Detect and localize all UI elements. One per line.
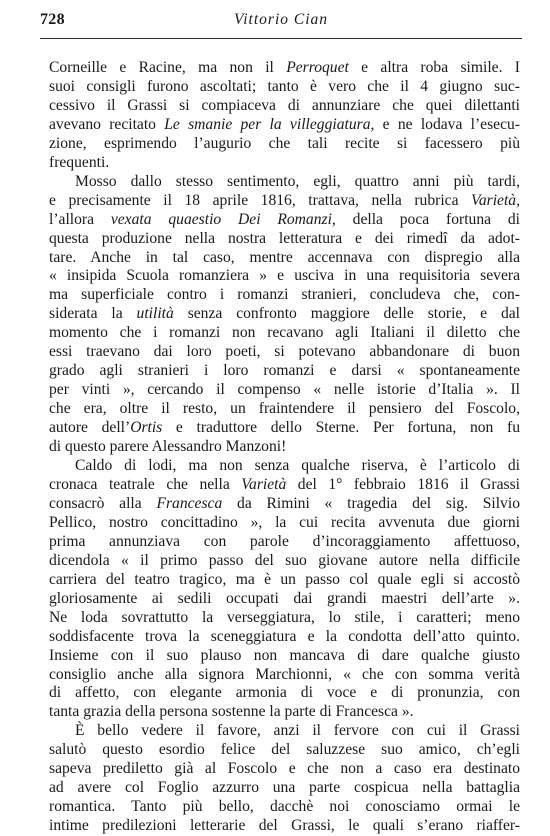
text-line: « insipida Scuola romanziera » e usciva in una requisitoria severa (49, 267, 520, 285)
text-line: tanta grazia della persona sostenne la parte di Francesca ». (49, 703, 414, 721)
text-line: Insieme con il suo plauso non mancava di dare qualche giusto (49, 646, 520, 664)
text-line: momento che i romanzi non recavano agli Italiani il diletto che (49, 324, 520, 342)
italic-text: Varietà, (471, 191, 520, 209)
text-line: ma superficiale contro i romanzi stranieri, concludeva che, con- (49, 286, 520, 304)
italic-text: Varietà (241, 475, 287, 493)
text-line: per vinti », cercando il compenso « nelle istorie d’Italia ». Il (49, 381, 520, 399)
text-line: cessivo il Grassi si compiaceva di annunziare che quei dilettanti (49, 96, 520, 114)
text-line: È bello vedere il favore, anzi il fervore con cui il Grassi (75, 722, 520, 740)
text-line: gloriosamente ai sedili occupati dai grandi maestri dell’arte ». (49, 589, 520, 607)
text-line: Mosso dallo stesso sentimento, egli, quattro anni più tardi, (75, 172, 520, 190)
header-rule (40, 38, 522, 39)
italic-text: Ortis (130, 419, 163, 437)
paragraph (49, 173, 520, 457)
text-line: prima annunziava con parole d’incoraggiamento affettuoso, (49, 532, 520, 550)
paragraph (49, 59, 520, 173)
italic-text: vexata quaestio Dei Romanzi, (110, 210, 336, 228)
italic-text: Perroquet (286, 59, 349, 76)
running-head (40, 11, 522, 35)
text-line: siderata la utilità senza confronto maggiore delle storie, e dal (49, 305, 520, 323)
italic-text: utilità (136, 305, 174, 323)
text-line: di questo parere Alessandro Manzoni! (49, 438, 287, 456)
paragraph (49, 457, 520, 722)
text-line: essi traevano dai loro poeti, si potevano abbandonare di buon (49, 343, 520, 361)
body-text (49, 59, 520, 836)
text-line: questa produzione nella nostra letteratura e dei rimedî da adot- (49, 229, 520, 247)
text-line: frequenti. (49, 153, 110, 171)
paragraph (49, 722, 520, 836)
text-line: soddisfacente trova la sceneggiatura e la condotta dell’atto quinto. (49, 627, 520, 645)
italic-text: Le smanie per la villeggiatura, (164, 115, 375, 133)
page-number: 728 (40, 11, 65, 28)
text-line: intime predilezioni letterarie del Grassi, le quali s’erano riaffer- (49, 817, 520, 835)
text-line: che era, oltre il resto, un fraintendere il pensiero del Foscolo, (49, 400, 520, 418)
text-line: l’allora vexata quaestio Dei Romanzi, della poca fortuna di (49, 210, 520, 228)
text-line: Caldo di lodi, ma non senza qualche riserva, è l’articolo di (75, 457, 520, 475)
text-line: autore dell’Ortis e traduttore dello Sterne. Per fortuna, non fu (49, 419, 520, 437)
text-line: carriera del teatro tragico, ma è un passo col quale egli si accostò (49, 570, 520, 588)
italic-text: Francesca (156, 494, 223, 512)
running-head-author: Vittorio Cian (233, 11, 329, 28)
text-line: consiglio anche alla signora Marchionni, « che con somma verità (49, 665, 520, 683)
text-line: tare. Anche in tal caso, mentre accennava con dispregio alla (49, 248, 520, 266)
text-line: di affetto, con elegante armonia di voce e di pronunzia, con (49, 684, 520, 702)
text-line: Corneille e Racine, ma non il Perroquet e altra roba simile. I (49, 59, 520, 76)
text-line: consacrò alla Francesca da Rimini « tragedia del sig. Silvio (49, 494, 520, 512)
text-line: zione, esprimendo l’augurio che tali recite si facessero più (49, 134, 520, 152)
text-line: ad avere col Foglio azzurro una parte cospicua nella battaglia (49, 779, 520, 797)
text-line: romantica. Tanto più bello, dacchè noi conosciamo ormai le (49, 798, 520, 816)
text-line: sapeva prediletto già al Foscolo e che non a caso era destinato (49, 760, 520, 778)
text-line: dicendola « il primo passo del suo giovane autore nella difficile (49, 551, 520, 569)
text-line: avevano recitato Le smanie per la villeggiatura, e ne lodava l’esecu- (49, 115, 520, 133)
text-line: cronaca teatrale che nella Varietà del 1° febbraio 1816 il Grassi (49, 475, 520, 493)
text-line: e precisamente il 18 aprile 1816, trattava, nella rubrica Varietà, (49, 191, 520, 209)
text-line: Pellico, nostro concittadino », la cui recita avvenuta due giorni (49, 513, 520, 531)
text-line: salutò questo esordio felice del saluzzese suo amico, ch’egli (49, 741, 520, 759)
text-line: Ne loda sovrattutto la verseggiatura, lo stile, i caratteri; meno (49, 608, 520, 626)
text-line: suoi consigli furono ascoltati; tanto è vero che il 4 giugno suc- (49, 77, 520, 95)
text-line: grado agli stranieri i loro romanzi e darsi « spontaneamente (49, 362, 520, 380)
